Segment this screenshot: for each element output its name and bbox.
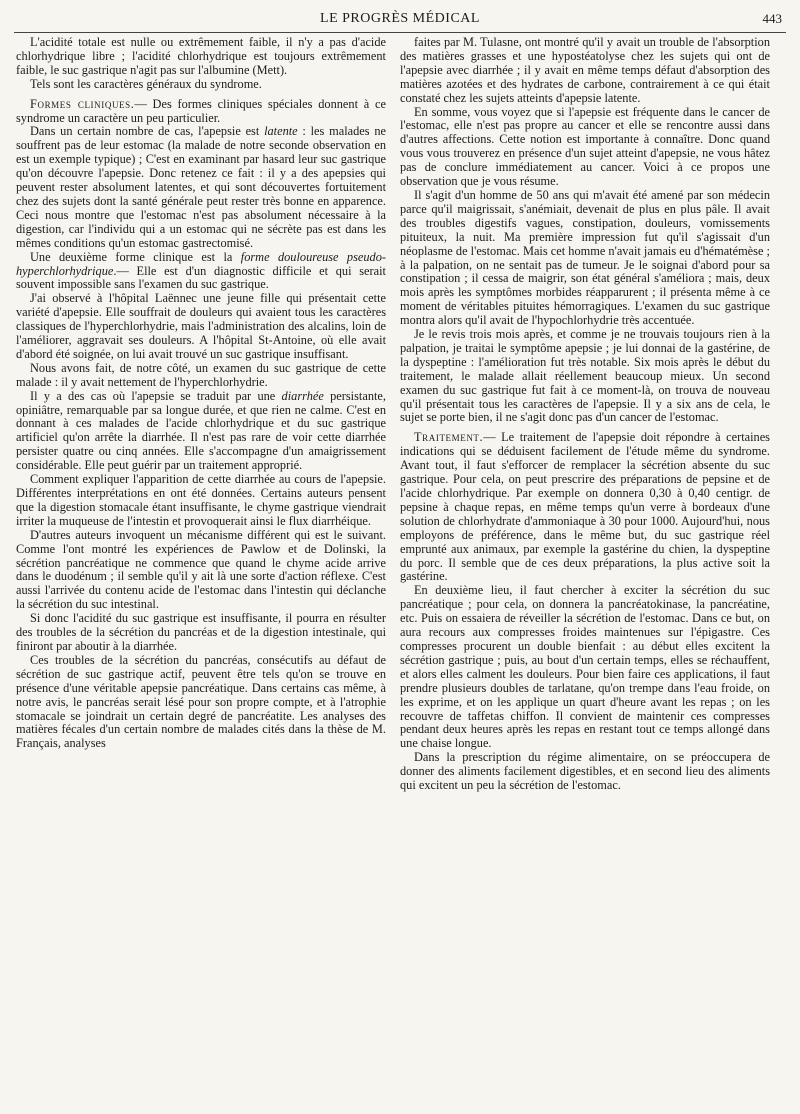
paragraph: L'acidité totale est nulle ou extrêmement faible, il n'y a pas d'acide chlorhydrique libre ; l'acidité chlorhydrique est toujours extrêmement faible, le suc gastrique n'agit pas sur l'albumine (Mett). [16, 35, 386, 77]
paragraph: En somme, vous voyez que si l'apepsie est fréquente dans le cancer de l'estomac, elle n'est pas propre au cancer et elle se rencontre aussi dans d'autres affections. Cette notion est importante à connaître. Donc quand vous vous trouverez en présence d'un sujet atteint d'apepsie, ne vous hâtez pas de conclure immédiatement au cancer. Voici à ce propos une observation que je vous résume. [400, 104, 770, 189]
page-number: 443 [762, 11, 782, 26]
page-header [14, 8, 786, 30]
header-rule [14, 32, 786, 33]
paragraph: Comment expliquer l'apparition de cette diarrhée au cours de l'apepsie. Différentes interprétations en ont été données. Certains auteurs pensent que la digestion stomacale étant insuffisante, le chyme gastrique viendrait irriter la muqueuse de l'intestin et provoquerait ainsi le flux diarrhéique. [16, 472, 386, 528]
paragraph: Nous avons fait, de notre côté, un examen du suc gastrique de cette malade : il y avait nettement de l'hyperchlorhydrie. [16, 360, 386, 389]
left-column [16, 36, 386, 751]
paragraph-text: persistante, opiniâtre, remarquable par sa longue durée, et que rien ne calme. C'est en donnant à ces malades de l'acide chlorhydrique et du suc gastrique artificiel qu'on arrête la diarrhée. Il n'est pas rare de voir cette diarrhée persister quatre ou cinq années. Elle s'accompagne d'un amaigrissement considérable. Elle peut guérir par un traitement approprié. [16, 388, 386, 473]
emphasis: forme douloureuse pseudo-hyperchlorhydrique [16, 249, 386, 278]
paragraph [16, 125, 386, 250]
paragraph [400, 431, 770, 584]
paragraph: Je le revis trois mois après, et comme je ne trouvais toujours rien à la palpation, je traitai le symptôme apepsie ; je lui donnai de la gastérine, de la dyspeptine : l'amélioration fut très notable. Six mois après le début du traitement, le malade allait réellement beaucoup mieux. Un second examen du suc gastrique fut fait à ce moment-là, on trouva de nouveau qu'il présentait tous les caractères de l'apepsie. Il y a six ans de cela, le sujet se porte bien, il ne s'agit donc pas d'un cancer de l'estomac. [400, 327, 770, 425]
paragraph: En deuxième lieu, il faut chercher à exciter la sécrétion du suc pancréatique ; pour cela, on donnera la pancréatokinase, la pancréatine, etc. Puis on essaiera de réveiller la sécrétion de l'estomac. Dans ce but, on aura recours aux compresses froides maintenues sur l'épigastre. Ces compresses procurent un double bienfait : au début elles excitent la sécrétion gastrique ; puis, au bout d'un certain temps, elles se réchauffent, et alors elles calment les douleurs. Pour bien faire ces applications, il faut prendre plusieurs doubles de tarlatane, qu'on trempe dans l'eau froide, on les exprime, et on les applique un quart d'heure avant les repas ; on les recouvre de taffetas chiffon. Il convient de maintenir ces compresses pendant deux heures après les repas en restant tout ce temps allongé dans une chaise longue. [400, 583, 770, 751]
paragraph [16, 251, 386, 293]
section-heading: Traitement. [414, 430, 484, 445]
section-heading: Formes cliniques. [30, 96, 135, 111]
emphasis: diarrhée [281, 388, 324, 403]
emphasis: latente [264, 124, 298, 139]
paragraph: Dans la prescription du régime alimentaire, on se préoccupera de donner des aliments facilement digestibles, et en second lieu des aliments qui excitent un peu la sécrétion de l'estomac. [400, 750, 770, 793]
paragraph-text: Il y a des cas où l'apepsie se traduit par une [30, 388, 282, 403]
paragraph [16, 98, 386, 126]
paragraph: Si donc l'acidité du suc gastrique est insuffisante, il pourra en résulter des troubles de la sécrétion du pancréas et de la digestion intestinale, qui finiront par aboutir à la diarrhée. [16, 611, 386, 653]
paragraph-text: — Le traitement de l'apepsie doit répondre à certaines indications qui se déduisent facilement de l'étude même du syndrome. Avant tout, il faut s'efforcer de remplacer la sécrétion absente du suc gastrique. Pour cela, on peut prescrire des préparations de pepsine et de l'acide chlorhydrique. Par exemple on donnera 0,30 à 0,40 centigr. de pepsine à chaque repas, en même temps qu'un verre à bordeaux d'une solution de chlorhydrate d'ammoniaque à 30 pour 1000. Aujourd'hui, nous employons de préférence, dans le même but, du suc gastrique réel emprunté aux animaux, par exemple la gastérine du chien, la dyspeptine du porc. Il semble que de ces deux préparations, la plus active soit la gastérine. [400, 430, 770, 584]
paragraph: Il s'agit d'un homme de 50 ans qui m'avait été amené par son médecin parce qu'il maigrissait, s'anémiait, devenait de plus en plus pâle. Il avait des troubles digestifs vagues, constipation, douleurs, vomissements pituiteux, la nuit. Ma première impression fut qu'il s'agissait d'un néoplasme de l'estomac. Mais cet homme n'avait jamais eu d'hématémèse ; à la palpation, on ne sentait pas de tumeur. Je le soignai d'abord pour sa constipation ; il cessa de maigrir, son état général s'améliora ; mais, deux mois après les symptômes morbides réapparurent ; il présenta même à ce moment de véritables pituites hémorragiques. L'examen du suc gastrique montra alors qu'il avait de l'hypochlorhydrie très accentuée. [400, 187, 770, 328]
running-title: LE PROGRÈS MÉDICAL [320, 11, 480, 26]
paragraph-text: .— Elle est d'un diagnostic difficile et qui serait souvent impossible sans l'examen du suc gastrique. [16, 263, 386, 292]
paragraph [16, 390, 386, 473]
paragraph-text: — Des formes cliniques spéciales donnent à ce syndrome un caractère un peu particulier. [16, 96, 386, 125]
paragraph: J'ai observé à l'hôpital Laënnec une jeune fille qui présentait cette variété d'apepsie. Elle souffrait de douleurs qui avaient tous les caractères classiques de l'hyperchlorhydrie, mais l'administration des alcalins, loin de l'améliorer, aggravait ses douleurs. A l'hôpital St-Antoine, où elle avait d'abord été soignée, on lui avait trouvé un suc gastrique insuffisant. [16, 291, 386, 361]
paragraph-text: : les malades ne souffrent pas de leur estomac (la malade de notre seconde observation en est un exemple typique) ; C'est en examinant par hasard leur suc gastrique qu'on découvre l'apepsie. Donc retenez ce fait : il y a des apepsies qui peuvent rester absolument latentes, et qui sont découvertes fortuitement chez des sujets dont la santé générale peut rester très bonne en apparence. Ceci nous montre que l'estomac n'est pas absolument nécessaire à la digestion, car l'individu qui a un estomac qui ne sécrète pas est dans les mêmes conditions qu'un estomac gastrectomisé. [16, 124, 386, 250]
paragraph: D'autres auteurs invoquent un mécanisme différent qui est le suivant. Comme l'ont montré les expériences de Pawlow et de Dolinski, la sécrétion pancréatique ne commence que quand le chyme acide arrive dans le duodénum ; il semble qu'il y ait là une sorte d'action réflexe. C'est aussi l'arrivée du contenu acide de l'estomac dans l'intestin qui déclanche la sécrétion du suc intestinal. [16, 527, 386, 612]
paragraph: faites par M. Tulasne, ont montré qu'il y avait un trouble de l'absorption des matières grasses et une hypostéatolyse chez les sujets qui ont de l'apepsie avec diarrhée ; il y avait en même temps défaut d'absorption des matières azotées et des hydrates de carbone, contrairement à ce qui était constaté chez les sujets atteints d'apepsie latente. [400, 35, 770, 105]
paragraph: Ces troubles de la sécrétion du pancréas, consécutifs au défaut de sécrétion de suc gastrique actif, peuvent être tels qu'on se trouve en présence d'une véritable apepsie pancréatique. Dans certains cas même, à notre avis, le pancréas serait lésé pour son propre compte, et à l'atrophie stomacale se joindrait un certain degré de pancréatite. Les analyses des matières fécales d'un certain nombre de malades cités dans la thèse de M. Français, analyses [16, 652, 386, 751]
right-column [400, 36, 770, 793]
paragraph-text: Une deuxième forme clinique est la [30, 249, 241, 264]
paragraph: Tels sont les caractères généraux du syndrome. [30, 76, 262, 91]
paragraph-text: Dans un certain nombre de cas, l'apepsie est [30, 124, 265, 139]
